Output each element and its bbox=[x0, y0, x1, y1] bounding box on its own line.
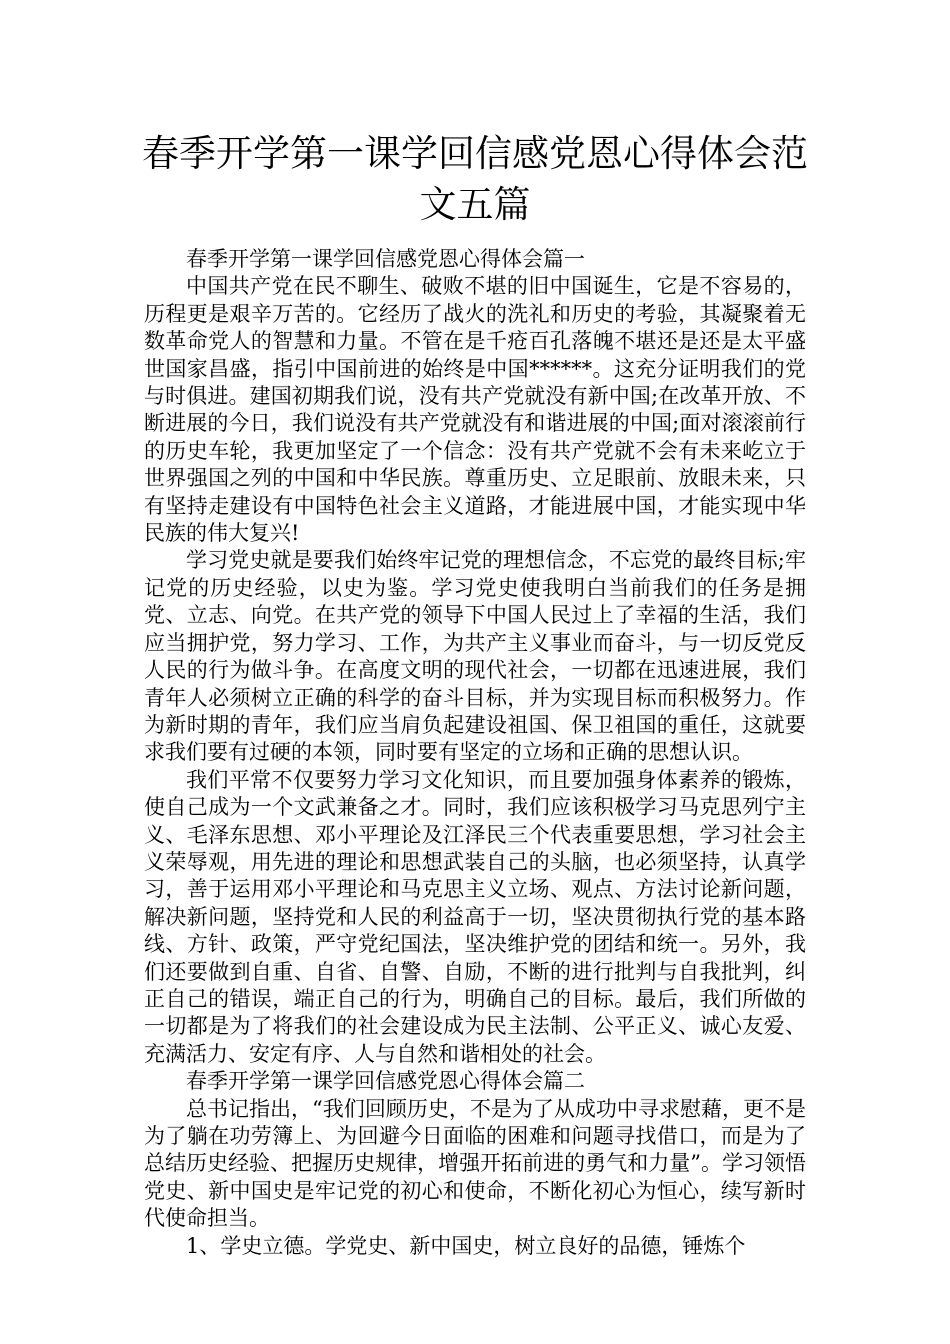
section-heading-2: 春季开学第一课学回信感党恩心得体会篇二 bbox=[186, 1069, 585, 1094]
paragraph: 总书记指出，“我们回顾历史，不是为了从成功中寻求慰藉，更不是为了躺在功劳簿上、为回避今日面临的困难和问题寻找借口，而是为了总结历史经验、把握历史规律，增强开拓前进的勇气和力量”。学习领悟党史、新中国史是牢记党的初心和使命，不断化初心为恒心，续写新时代使命担当。 bbox=[144, 1096, 806, 1231]
title-line-1: 春季开学第一课学回信感党恩心得体会范 bbox=[142, 132, 808, 175]
section-heading-1: 春季开学第一课学回信感党恩心得体会篇一 bbox=[186, 247, 585, 271]
paragraph: 学习党史就是要我们始终牢记党的理想信念，不忘党的最终目标;牢记党的历史经验，以史为鉴。学习党史使我明白当前我们的任务是拥党、立志、向党。在共产党的领导下中国人民过上了幸福的生活，我们应当拥护党，努力学习、工作，为共产主义事业而奋斗，与一切反党反人民的行为做斗争。在高度文明的现代社会，一切都在迅速进展，我们青年人必须树立正确的科学的奋斗目标，并为实现目标而积极努力。作为新时期的青年，我们应当肩负起建设祖国、保卫祖国的重任，这就要求我们要有过硬的本领，同时要有坚定的立场和正确的思想认识。 bbox=[144, 548, 806, 765]
paragraph: 1、学史立德。学党史、新中国史，树立良好的品德，锤炼个 bbox=[186, 1233, 746, 1258]
paragraph: 我们平常不仅要努力学习文化知识，而且要加强身体素养的锻炼，使自己成为一个文武兼备之才。同时，我们应该积极学习马克思列宁主义、毛泽东思想、邓小平理论及江泽民三个代表重要思想，学习社会主义荣辱观，用先进的理论和思想武装自己的头脑，也必须坚持，认真学习，善于运用邓小平理论和马克思主义立场、观点、方法讨论新问题，解决新问题，坚持党和人民的利益高于一切，坚决贯彻执行党的基本路线、方针、政策，严守党纪国法，坚决维护党的团结和统一。另外，我们还要做到自重、自省、自警、自励，不断的进行批判与自我批判，纠正自己的错误，端正自己的行为，明确自己的目标。最后，我们所做的一切都是为了将我们的社会建设成为民主法制、公平正义、诚心友爱、充满活力、安定有序、人与自然和谐相处的社会。 bbox=[144, 767, 806, 1066]
title-line-2: 文五篇 bbox=[419, 183, 531, 226]
paragraph: 中国共产党在民不聊生、破败不堪的旧中国诞生，它是不容易的，历程更是艰辛万苦的。它经历了战火的洗礼和历史的考验，其凝聚着无数革命党人的智慧和力量。不管在是千疮百孔落魄不堪还是还是太平盛世国家昌盛，指引中国前进的始终是中国******。这充分证明我们的党与时俱进。建国初期我们说，没有共产党就没有新中国;在改革开放、不断进展的今日，我们说没有共产党就没有和谐进展的中国;面对滚滚前行的历史车轮，我更加坚定了一个信念：没有共产党就不会有未来屹立于世界强国之列的中国和中华民族。尊重历史、立足眼前、放眼未来，只有坚持走建设有中国特色社会主义道路，才能进展中国，才能实现中华民族的伟大复兴! bbox=[144, 274, 806, 546]
document-body bbox=[144, 246, 806, 1260]
document-title bbox=[130, 128, 820, 230]
